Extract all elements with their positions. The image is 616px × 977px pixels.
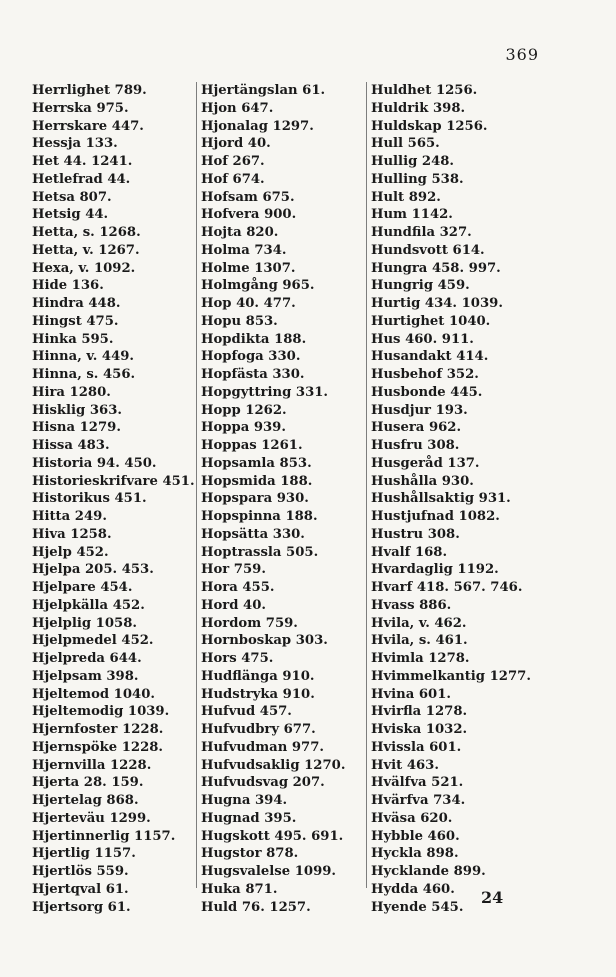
index-entry: Hinka 595. — [32, 331, 114, 347]
index-entry: Herrskare 447. — [32, 118, 144, 134]
index-column-2 — [201, 82, 363, 916]
index-entry: Hopdikta 188. — [201, 331, 307, 347]
index-entry: Hjeltemod 1040. — [32, 686, 155, 702]
index-entry: Hybble 460. — [371, 828, 460, 844]
index-entry: Hydda 460. — [371, 881, 455, 897]
index-entry: Hufvudbry 677. — [201, 722, 316, 737]
index-entry: Hjord 40. — [201, 136, 271, 152]
index-entry: Hufvudman 977. — [201, 739, 324, 755]
index-entry: Hvalf 168. — [371, 544, 448, 560]
index-entry: Hjelpreda 644. — [32, 651, 142, 666]
index-entry: Hord 40. — [201, 597, 266, 613]
index-entry: Hofvera 900. — [201, 207, 297, 223]
index-entry: Hessja 133. — [32, 136, 118, 152]
index-entry: Hitta 249. — [32, 509, 107, 524]
index-entry: Hoptrassla 505. — [201, 544, 319, 560]
index-entry: Hofsam 675. — [201, 189, 295, 205]
index-entry: Hindra 448. — [32, 296, 121, 311]
index-entry: Hurtig 434. 1039. — [371, 296, 503, 311]
index-column-1 — [32, 82, 195, 916]
index-entry: Hvit 463. — [371, 757, 439, 773]
index-entry: Hundsvott 614. — [371, 242, 485, 258]
index-entry: Hetlefrad 44. — [32, 171, 131, 187]
index-entry: Hoppa 939. — [201, 420, 286, 436]
index-entry: Hudflänga 910. — [201, 668, 315, 684]
index-entry: Hingst 475. — [32, 313, 119, 329]
index-entry: Hjelpmedel 452. — [32, 633, 154, 649]
index-entry: Hof 674. — [201, 171, 265, 187]
index-entry: Hopgyttring 331. — [201, 384, 329, 400]
index-entry: Hjertängslan 61. — [201, 83, 326, 98]
index-entry: Hopsamla 853. — [201, 455, 312, 471]
index-entry: Hugstor 878. — [201, 846, 299, 862]
index-entry: Hiva 1258. — [32, 526, 112, 542]
index-entry: Hora 455. — [201, 580, 275, 595]
index-entry: Hungrig 459. — [371, 278, 470, 294]
index-entry: Hop 40. 477. — [201, 296, 296, 311]
index-entry: Hugnad 395. — [201, 810, 297, 826]
index-entry: Hopspara 930. — [201, 491, 309, 507]
index-entry: Hor 759. — [201, 562, 266, 578]
index-entry: Hugskott 495. 691. — [201, 828, 344, 844]
index-entry: Historia 94. 450. — [32, 455, 157, 471]
index-entry: Hinna, v. 449. — [32, 349, 135, 365]
index-entry: Hufvudsvag 207. — [201, 775, 325, 791]
index-entry: Hetsa 807. — [32, 189, 112, 205]
index-entry: Hult 892. — [371, 189, 441, 205]
index-entry: Hjelpsam 398. — [32, 668, 139, 684]
index-entry: Hopfästa 330. — [201, 367, 305, 382]
index-entry: Hors 475. — [201, 651, 274, 666]
index-entry: Hushålla 930. — [371, 473, 474, 489]
index-entry: Hycklande 899. — [371, 864, 486, 879]
index-entry: Holme 1307. — [201, 260, 296, 276]
index-entry: Hetta, s. 1268. — [32, 225, 141, 240]
index-entry: Hufvud 457. — [201, 704, 292, 720]
index-entry: Hojta 820. — [201, 225, 279, 240]
index-entry: Hinna, s. 456. — [32, 367, 136, 382]
index-entry: Hvälfva 521. — [371, 775, 464, 791]
index-entry: Hvissla 601. — [371, 739, 462, 755]
index-entry: Hjertqval 61. — [32, 881, 129, 897]
index-entry: Hus 460. 911. — [371, 331, 474, 347]
index-entry: Hjernvilla 1228. — [32, 757, 152, 773]
index-entry: Hjertelag 868. — [32, 793, 139, 808]
index-entry: Hjelplig 1058. — [32, 615, 137, 631]
index-entry: Hira 1280. — [32, 384, 111, 400]
index-entry: Husbonde 445. — [371, 384, 483, 400]
index-column-3 — [371, 82, 591, 916]
index-entry: Hopspinna 188. — [201, 509, 318, 524]
column-divider — [196, 82, 197, 888]
index-entry: Hvila, v. 462. — [371, 615, 467, 631]
index-entry: Hvirfla 1278. — [371, 704, 468, 720]
index-entry: Hopu 853. — [201, 313, 278, 329]
index-entry: Hornboskap 303. — [201, 633, 328, 649]
index-entry: Hviska 1032. — [371, 722, 468, 737]
index-entry: Husdjur 193. — [371, 402, 468, 418]
index-entry: Hjelpa 205. 453. — [32, 562, 154, 578]
index-entry: Hjertlös 559. — [32, 864, 129, 879]
column-divider — [366, 82, 367, 888]
index-entry: Hopsmida 188. — [201, 473, 313, 489]
index-entry: Hordom 759. — [201, 615, 298, 631]
index-entry: Hvardaglig 1192. — [371, 562, 499, 578]
index-entry: Hjerteväu 1299. — [32, 810, 151, 826]
index-entry: Hjon 647. — [201, 100, 274, 116]
index-entry: Hetsig 44. — [32, 207, 109, 223]
index-entry: Huka 871. — [201, 881, 278, 897]
index-entry: Husgeråd 137. — [371, 455, 480, 471]
index-entry: Hustru 308. — [371, 526, 460, 542]
index-entry: Herrska 975. — [32, 100, 129, 116]
index-entry: Hvass 886. — [371, 597, 452, 613]
index-entry: Hvimmelkantig 1277. — [371, 668, 531, 684]
index-entry: Hisklig 363. — [32, 402, 122, 418]
index-entry: Hopsätta 330. — [201, 526, 305, 542]
index-entry: Holma 734. — [201, 242, 287, 258]
index-entry: Hungra 458. 997. — [371, 260, 501, 276]
index-entry: Hjeltemodig 1039. — [32, 704, 170, 720]
index-entry: Het 44. 1241. — [32, 154, 133, 169]
index-entry: Hullig 248. — [371, 154, 455, 169]
index-entry: Hyckla 898. — [371, 846, 459, 862]
index-entry: Hurtighet 1040. — [371, 313, 491, 329]
index-entry: Hjernspöke 1228. — [32, 739, 164, 755]
index-entry: Herrlighet 789. — [32, 83, 147, 98]
index-entry: Husbehof 352. — [371, 367, 479, 382]
index-entry: Hjelpare 454. — [32, 580, 133, 595]
index-entry: Hof 267. — [201, 154, 265, 169]
index-entry: Hvimla 1278. — [371, 651, 470, 666]
index-entry: Hjonalag 1297. — [201, 118, 314, 134]
index-entry: Hjelp 452. — [32, 544, 109, 560]
index-entry: Huldhet 1256. — [371, 83, 478, 98]
index-entry: Hugna 394. — [201, 793, 288, 808]
index-entry: Hjerta 28. 159. — [32, 775, 144, 791]
index-entry: Huldskap 1256. — [371, 118, 488, 134]
index-entry: Hetta, v. 1267. — [32, 242, 140, 258]
index-entry: Historikus 451. — [32, 491, 147, 507]
index-entry: Husandakt 414. — [371, 349, 489, 365]
index-entry: Hugsvalelse 1099. — [201, 864, 337, 879]
index-entry: Huld 76. 1257. — [201, 899, 311, 915]
index-entry: Hushållsaktig 931. — [371, 491, 511, 507]
index-entry: Hissa 483. — [32, 438, 110, 453]
index-entry: Hvärfva 734. — [371, 793, 466, 808]
signature-mark: 24 — [481, 888, 504, 907]
index-entry: Hjelpkälla 452. — [32, 597, 145, 613]
index-entry: Hisna 1279. — [32, 420, 121, 436]
index-entry: Hustjufnad 1082. — [371, 509, 500, 524]
index-entry: Hide 136. — [32, 278, 104, 294]
index-entry: Hulling 538. — [371, 171, 464, 187]
index-entry: Historieskrifvare 451. — [32, 473, 195, 489]
index-entry: Husfru 308. — [371, 438, 460, 453]
index-entry: Hundfila 327. — [371, 225, 472, 240]
index-entry: Hvina 601. — [371, 686, 451, 702]
index-entry: Hjertinnerlig 1157. — [32, 828, 176, 844]
index-entry: Hvarf 418. 567. 746. — [371, 580, 523, 595]
index-entry: Hull 565. — [371, 136, 440, 152]
index-entry: Hufvudsaklig 1270. — [201, 757, 346, 773]
index-entry: Hjertsorg 61. — [32, 899, 131, 915]
index-entry: Hjernfoster 1228. — [32, 722, 164, 737]
index-entry: Hum 1142. — [371, 207, 453, 223]
index-entry: Hudstryka 910. — [201, 686, 315, 702]
index-entry: Holmgång 965. — [201, 278, 315, 294]
page-number: 369 — [505, 45, 539, 64]
index-entry: Huldrik 398. — [371, 100, 466, 116]
index-entry: Hyende 545. — [371, 899, 464, 915]
index-entry: Husera 962. — [371, 420, 462, 436]
index-entry: Hopp 1262. — [201, 402, 287, 418]
index-entry: Hoppas 1261. — [201, 438, 303, 453]
index-entry: Hvila, s. 461. — [371, 633, 468, 649]
index-entry: Hopfoga 330. — [201, 349, 301, 365]
index-entry: Hväsa 620. — [371, 810, 453, 826]
index-entry: Hexa, v. 1092. — [32, 260, 136, 276]
index-entry: Hjertlig 1157. — [32, 846, 136, 862]
